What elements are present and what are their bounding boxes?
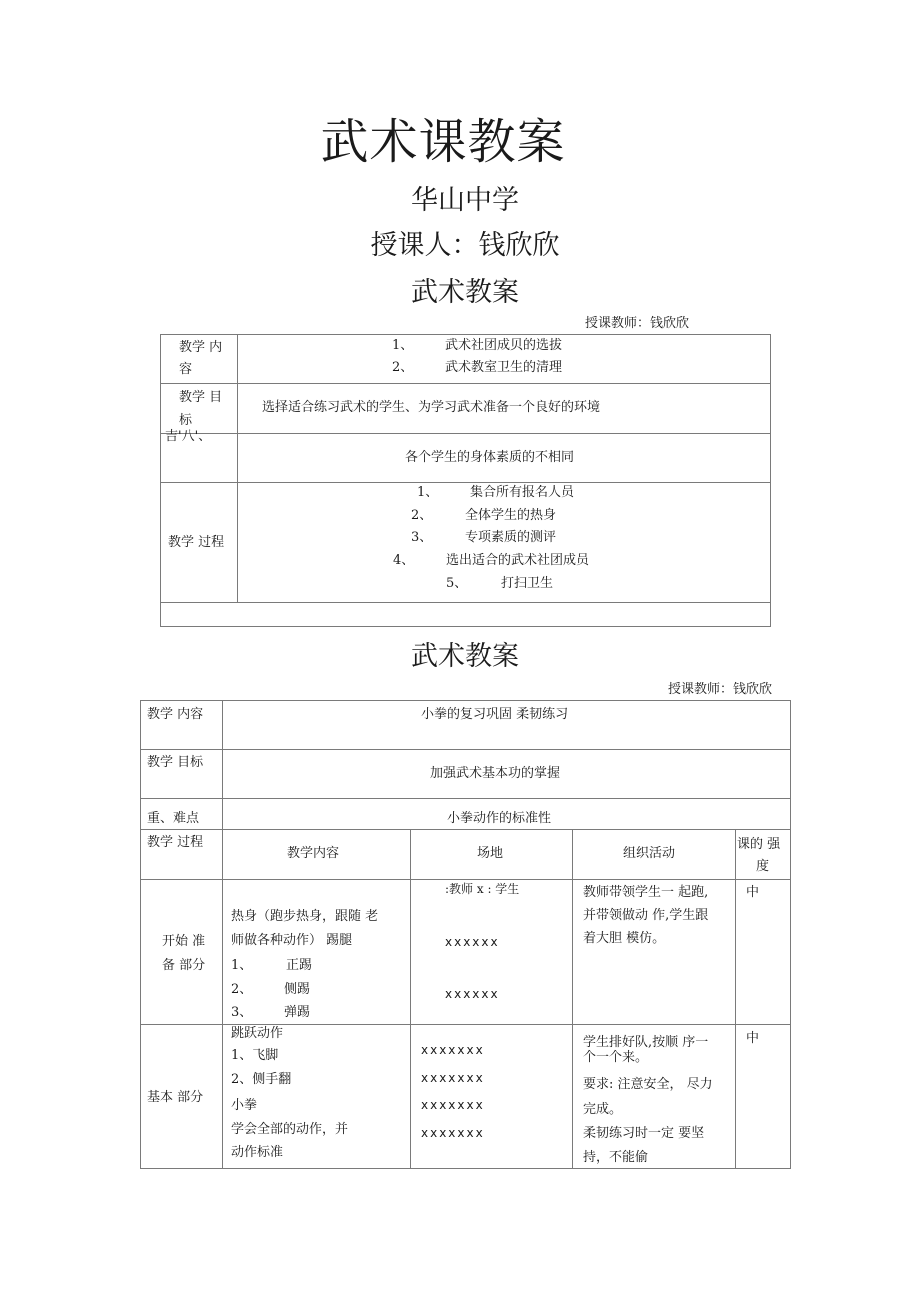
section-content-line: 1、飞脚: [231, 1048, 279, 1063]
section-label-cont: 备 部分: [162, 958, 206, 973]
plan1-difficulty-label: 吉'八'、: [165, 429, 212, 444]
plan2-teacher-line: 授课教师：钱欣欣: [668, 682, 773, 697]
school-name: 华山中学: [411, 185, 519, 216]
section-label: 基本 部分: [147, 1090, 204, 1105]
column-header-intensity-cont: 度: [756, 859, 770, 874]
activity-line: 要求: 注意安全， 尽力: [583, 1077, 713, 1092]
table-border: [770, 334, 771, 627]
table-border: [140, 700, 141, 1169]
venue-formation-row: xxxxxx: [445, 987, 500, 1001]
column-header-intensity: 课的 强: [737, 837, 781, 852]
table-border: [160, 383, 771, 384]
plan1-process-item: 4、 选出适合的武术社团成员: [393, 553, 590, 568]
section-content-item: 2、 侧踢: [231, 982, 311, 997]
venue-formation-row: xxxxxx: [445, 935, 500, 949]
activity-line: 教师带领学生一 起跑,: [583, 885, 709, 900]
section-content-item: 3、 弹踢: [231, 1005, 311, 1020]
plan1-process-label: 教学 过程: [168, 535, 225, 550]
section-content-line: 动作标准: [231, 1145, 284, 1160]
plan1-goal-text: 选择适合练习武术的学生、为学习武术准备一个良好的环境: [262, 400, 601, 415]
activity-line: 学生排好队,按顺 序一: [583, 1035, 709, 1050]
plan1-process-item: 1、 集合所有报名人员: [417, 485, 575, 500]
plan1-process-item: 2、 全体学生的热身: [411, 508, 557, 523]
table-border: [735, 829, 736, 1169]
section-content-line: 小拳: [231, 1098, 258, 1113]
table-border: [410, 829, 411, 1169]
plan2-goal-text: 加强武术基本功的掌握: [430, 766, 561, 781]
plan2-heading: 武术教案: [411, 641, 519, 672]
plan1-difficulty-text: 各个学生的身体素质的不相同: [405, 450, 575, 465]
venue-formation-row: xxxxxxx: [421, 1043, 485, 1057]
table-border: [160, 602, 771, 603]
plan1-process-item: 5、 打扫卫生: [446, 576, 554, 591]
plan2-goal-label: 教学 目标: [147, 755, 204, 770]
plan1-goal-label: 教学 目: [179, 390, 223, 405]
table-border: [140, 700, 791, 701]
venue-legend: :教师 x : 学生: [445, 882, 520, 896]
section-content-item: 1、 正踢: [231, 958, 313, 973]
intensity-value: 中: [746, 885, 760, 900]
plan1-content-item: 2、 武术教室卫生的清理: [392, 360, 563, 375]
plan2-content-label: 教学 内容: [147, 707, 204, 722]
column-header-activity: 组织活动: [623, 846, 676, 861]
table-border: [160, 334, 771, 335]
activity-line: 并带领做动 作,学生跟: [583, 908, 709, 923]
venue-formation-row: xxxxxxx: [421, 1071, 485, 1085]
section-content-line: 跳跃动作: [231, 1026, 284, 1041]
lecturer-line: 授课人：钱欣欣: [370, 230, 560, 261]
column-header-venue: 场地: [477, 846, 504, 861]
section-label: 开始 准: [162, 934, 206, 949]
section-content-line: 学会全部的动作，并: [231, 1122, 349, 1137]
plan2-difficulty-label: 重、难点: [147, 811, 200, 826]
intensity-value: 中: [746, 1031, 760, 1046]
table-border: [790, 700, 791, 1169]
plan1-teacher-line: 授课教师：钱欣欣: [585, 316, 690, 331]
activity-line: 个一个来。: [583, 1050, 649, 1065]
table-border: [160, 482, 771, 483]
table-border: [222, 700, 223, 1169]
table-border: [237, 334, 238, 603]
activity-line: 着大胆 模仿。: [583, 931, 666, 946]
table-border: [160, 334, 161, 627]
activity-line: 柔韧练习时一定 要坚: [583, 1126, 705, 1141]
table-border: [140, 798, 791, 799]
venue-formation-row: xxxxxxx: [421, 1126, 485, 1140]
plan1-content-item: 1、 武术社团成贝的选拔: [392, 338, 563, 353]
table-border: [140, 1168, 791, 1169]
venue-formation-row: xxxxxxx: [421, 1098, 485, 1112]
table-border: [160, 433, 771, 434]
plan2-process-label: 教学 过程: [147, 835, 204, 850]
plan1-process-item: 3、 专项素质的测评: [411, 530, 557, 545]
plan1-content-label: 教学 内: [179, 340, 223, 355]
plan2-content-text: 小拳的复习巩固 柔韧练习: [421, 707, 569, 722]
section-heading: 武术教案: [411, 277, 519, 308]
table-border: [572, 829, 573, 1169]
document-title: 武术课教案: [320, 114, 566, 170]
table-border: [140, 749, 791, 750]
table-border: [160, 626, 771, 627]
activity-line: 完成。: [583, 1102, 623, 1117]
activity-line: 持，不能偷: [583, 1150, 649, 1165]
section-content-line: 热身（跑步热身，跟随 老: [231, 909, 379, 924]
section-content-line: 师做各种动作） 踢腿: [231, 933, 353, 948]
plan2-difficulty-text: 小拳动作的标准性: [447, 811, 552, 826]
section-content-line: 2、侧手翻: [231, 1072, 292, 1087]
column-header-content: 教学内容: [287, 846, 340, 861]
plan1-goal-label-cont: 标: [179, 413, 193, 428]
plan1-content-label-cont: 容: [179, 362, 193, 377]
